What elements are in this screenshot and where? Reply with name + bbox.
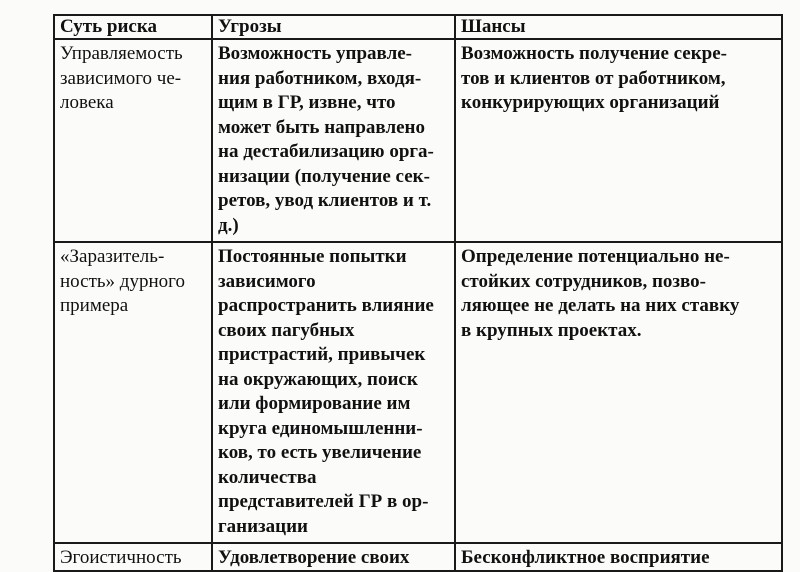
table-header-row — [54, 15, 782, 39]
table-row — [54, 242, 782, 543]
cell-chances — [455, 543, 782, 571]
cell-threats-text: Постоянные попытки зависимого распространить влияние своих пагубных пристрастий, привычек на окружающих, поиск или формирование им круга единомышленни- ков, то есть увеличение количества представителей ГР в ор- ганизации — [218, 246, 434, 537]
cell-threats — [212, 39, 455, 242]
cell-threats-text: Возможность управле- ния работником, входя- щим в ГР, извне, что может быть направлено на дестабилизацию орга- низации (получение сек- ретов, увод клиентов и т. д.) — [218, 43, 434, 236]
cell-chances-text: Бесконфликтное восприятие — [461, 547, 710, 568]
cell-essence-text: Управляемость зависимого че- ловека — [60, 43, 183, 113]
cell-essence — [54, 39, 212, 242]
cell-essence — [54, 242, 212, 543]
cell-essence — [54, 543, 212, 571]
risk-table — [53, 14, 783, 572]
header-chances: Шансы — [455, 15, 782, 39]
cell-essence-text: «Заразитель- ность» дурного примера — [60, 246, 185, 316]
cell-chances — [455, 39, 782, 242]
cell-chances-text: Возможность получение секре- тов и клиентов от работником, конкурирующих организаций — [461, 43, 727, 113]
cell-chances-text: Определение потенциально не- стойких сотрудников, позво- ляющее не делать на них ставку в крупных проектах. — [461, 246, 740, 341]
cell-essence-text: Эгоистичность — [60, 547, 182, 568]
header-threats: Угрозы — [212, 15, 455, 39]
header-essence: Суть риска — [54, 15, 212, 39]
cell-chances — [455, 242, 782, 543]
table-row — [54, 543, 782, 571]
cell-threats — [212, 543, 455, 571]
cell-threats — [212, 242, 455, 543]
cell-threats-text: Удовлетворение своих — [218, 547, 410, 568]
table-row — [54, 39, 782, 242]
